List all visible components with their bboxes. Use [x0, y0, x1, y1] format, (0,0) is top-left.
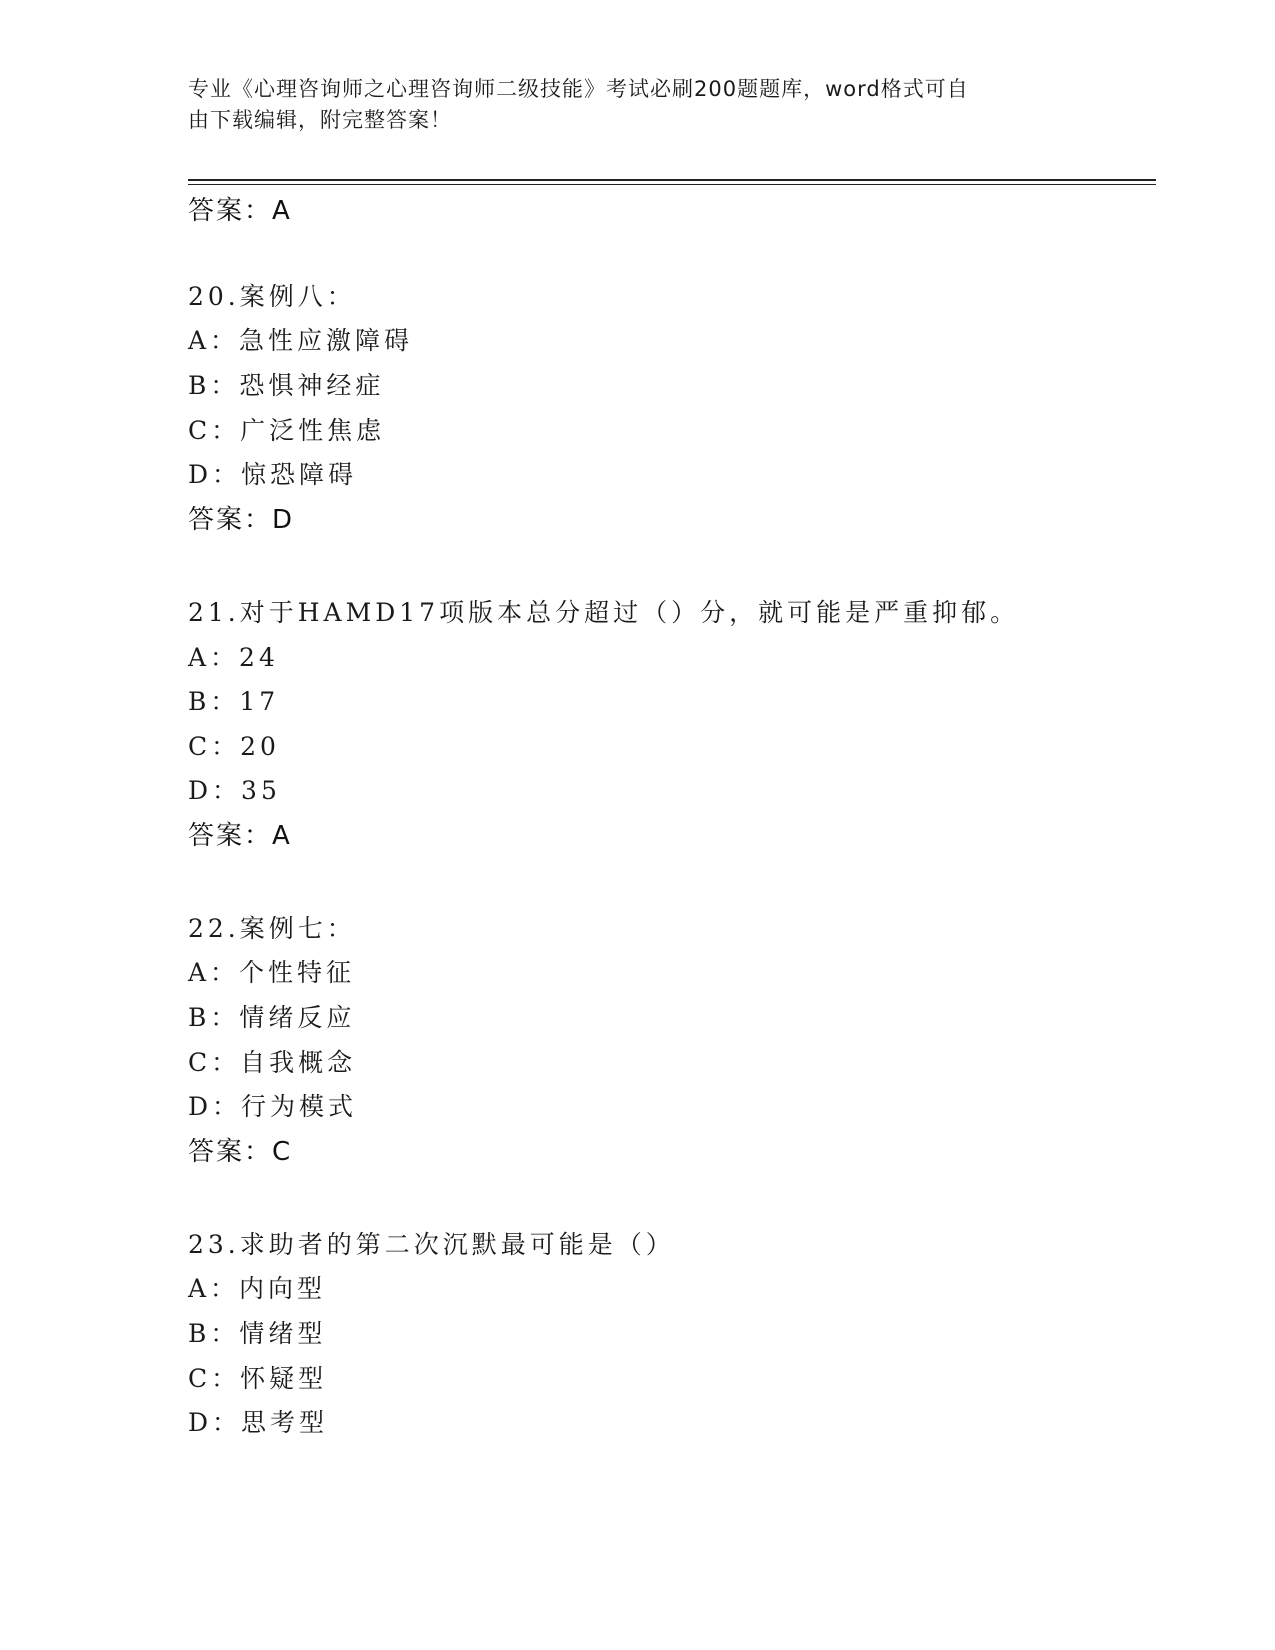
- option-item: A：内向型: [188, 1274, 327, 1303]
- question-stem: 21.对于HAMD17项版本总分超过（）分，就可能是严重抑郁。: [188, 598, 1020, 627]
- answer-line: 答案：A: [188, 196, 292, 226]
- option-item: D：思考型: [188, 1408, 329, 1437]
- document-header: [188, 74, 1068, 136]
- option-item: D：惊恐障碍: [188, 460, 358, 489]
- answer-line: 答案：D: [188, 505, 295, 535]
- option-item: D：35: [188, 776, 281, 805]
- question-stem: 20.案例八：: [188, 282, 356, 311]
- option-item: B：17: [188, 687, 280, 716]
- question-stem: 23.求助者的第二次沉默最可能是（）: [188, 1230, 675, 1259]
- header-line-2: 由下载编辑，附完整答案！: [188, 108, 452, 132]
- answer-line: 答案：C: [188, 1137, 293, 1167]
- option-item: D：行为模式: [188, 1092, 358, 1121]
- header-divider-thick: [188, 179, 1156, 181]
- option-item: B：情绪反应: [188, 1003, 356, 1032]
- question-stem: 22.案例七：: [188, 914, 356, 943]
- answer-line: 答案：A: [188, 821, 292, 851]
- option-item: B：情绪型: [188, 1319, 327, 1348]
- option-item: A：个性特征: [188, 958, 356, 987]
- option-item: B：恐惧神经症: [188, 371, 385, 400]
- option-item: A：24: [188, 643, 279, 672]
- header-divider-thin: [188, 184, 1156, 185]
- option-item: C：怀疑型: [188, 1364, 328, 1393]
- option-item: A：急性应激障碍: [188, 326, 414, 355]
- option-item: C：自我概念: [188, 1048, 357, 1077]
- header-line-1: 专业《心理咨询师之心理咨询师二级技能》考试必刷200题题库，word格式可自: [188, 77, 969, 101]
- option-item: C：广泛性焦虑: [188, 416, 386, 445]
- option-item: C：20: [188, 732, 280, 761]
